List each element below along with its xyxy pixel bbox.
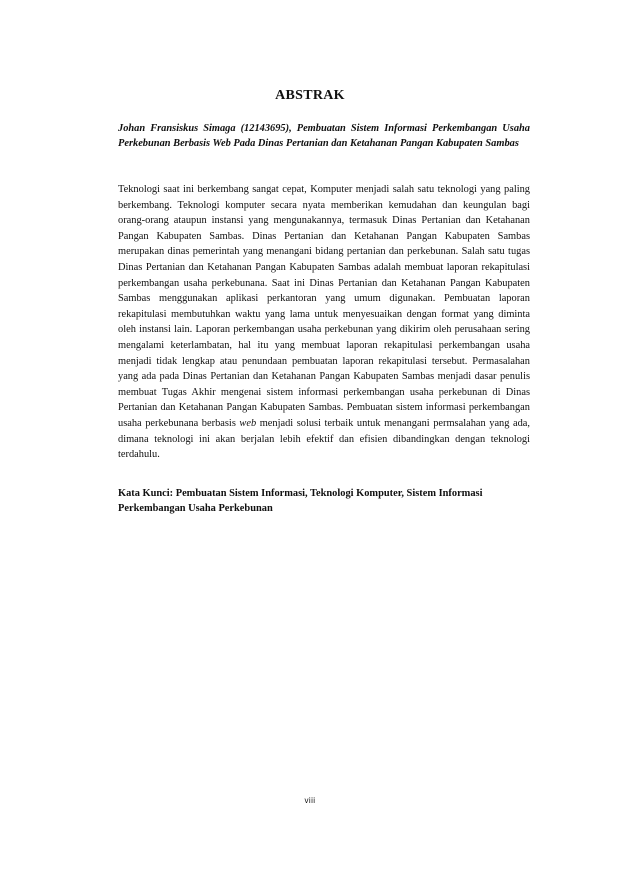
abstract-body-part-2: menjadi solusi terbaik untuk menangani permsalahan yang ada, dimana teknologi ini akan berjalan lebih efektif dan efisien dibandingkan dengan teknologi terdahulu. [118, 417, 530, 461]
keywords: Kata Kunci: Pembuatan Sistem Informasi, Teknologi Komputer, Sistem Informasi Perkembangan Usaha Perkebunan [118, 488, 483, 515]
abstract-body-web-term: web [239, 417, 257, 429]
abstract-title: ABSTRAK [275, 88, 345, 103]
abstract-body [118, 182, 530, 463]
page-number: viii [304, 796, 316, 805]
abstract-body-part-1: Teknologi saat ini berkembang sangat cepat, Komputer menjadi salah satu teknologi yang paling berkembang. Teknologi komputer secara nyata memberikan kemudahan dan keungulan bagi orang-orang ataupun instansi yang mengunakannya, termasuk Dinas Pertanian dan Ketahanan Pangan Kabupaten Sambas. Dinas Pertanian dan Ketahanan Pangan Kabupaten Sambas merupakan dinas pemerintah yang menangani bidang pertanian dan perkebunan. Salah satu tugas Dinas Pertanian dan Ketahanan Pangan Kabupaten Sambas adalah membuat laporan rekapitulasi perkembangan usaha perkebunana. Saat ini Dinas Pertanian dan Ketahanan Pangan Kabupaten Sambas menggunakan aplikasi perkantoran yang umum digunakan. Pembuatan laporan rekapitulasi membutuhkan waktu yang lama untuk menyesuaikan dengan format yang diminta oleh instansi lain. Laporan perkembangan usaha perkebunan yang dikirim oleh perusahaan sering mengalami keterlambatan, hal itu yang membuat laporan rekapitulasi perkembangan usaha menjadi tidak lengkap atau penundaan pembuatan laporan rekapitulasi tersebut. Permasalahan yang ada pada Dinas Pertanian dan Ketahanan Pangan Kabupaten Sambas menjadi dasar penulis membuat Tugas Akhir mengenai sistem informasi perkembangan usaha perkebunan di Dinas Pertanian dan Ketahanan Pangan Kabupaten Sambas. Pembuatan sistem informasi perkembangan usaha perkebunana berbasis [118, 184, 530, 429]
author-and-thesis-title: Johan Fransiskus Simaga (12143695), Pembuatan Sistem Informasi Perkembangan Usaha Perkebunan Berbasis Web Pada Dinas Pertanian dan Ketahanan Pangan Kabupaten Sambas [118, 123, 530, 150]
